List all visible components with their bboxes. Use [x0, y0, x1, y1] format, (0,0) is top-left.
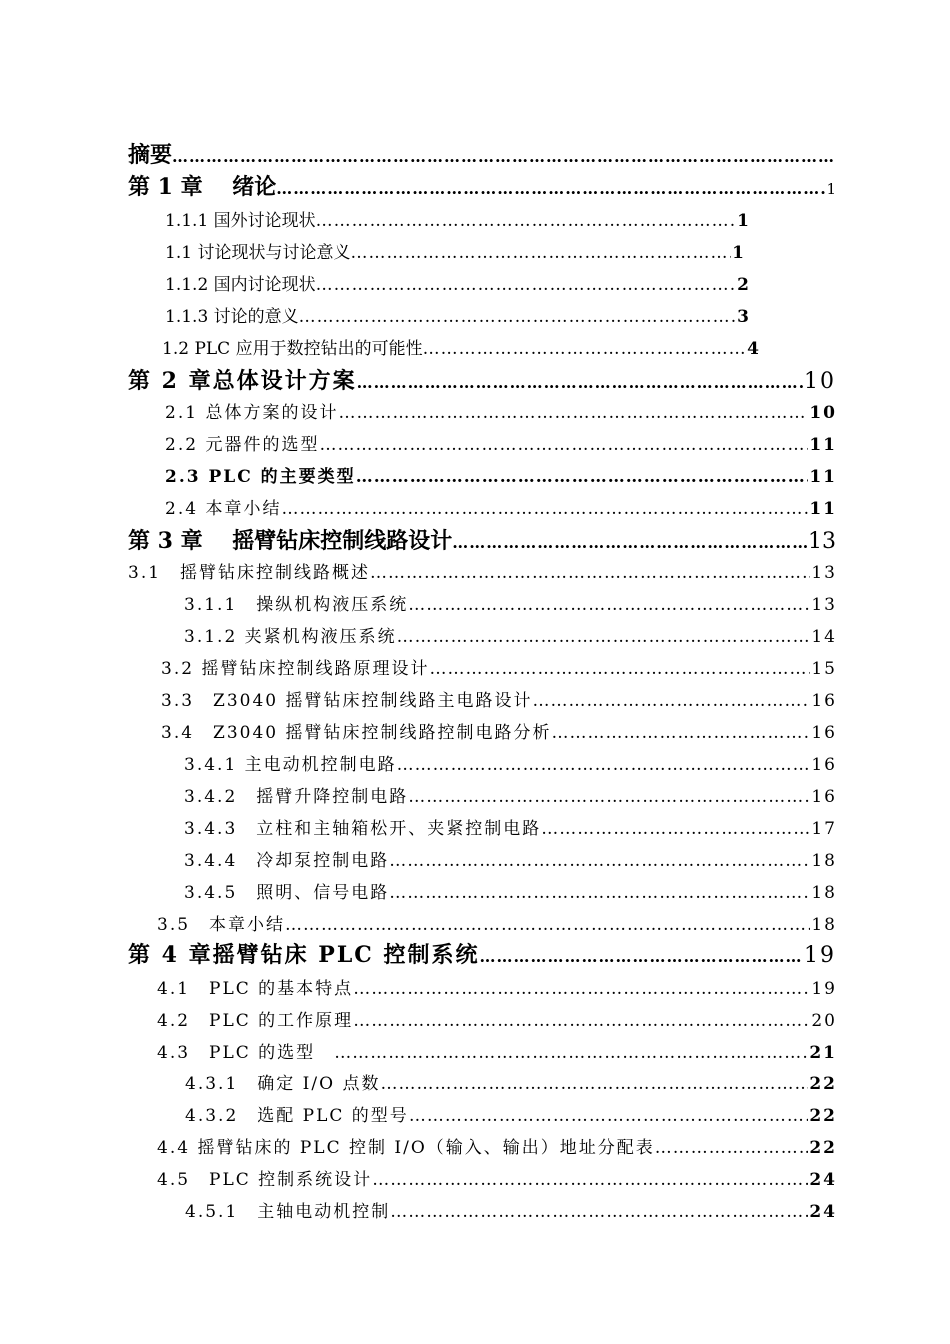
toc-title: 3.4.2 摇臂升降控制电路 — [184, 787, 409, 807]
toc-page-number: 20 — [811, 1011, 837, 1031]
toc-entry[interactable] — [157, 1133, 837, 1158]
toc-entry[interactable] — [161, 718, 837, 743]
toc-page-number: 24 — [809, 1170, 837, 1190]
toc-page-number: 21 — [809, 1043, 837, 1063]
toc-entry[interactable] — [165, 238, 744, 263]
toc-page-number: 11 — [809, 467, 837, 487]
toc-page-number: 1 — [826, 180, 836, 198]
toc-title: 4.3.2 选配 PLC 的型号 — [185, 1106, 409, 1126]
toc-title: 4.5.1 主轴电动机控制 — [185, 1202, 391, 1222]
toc-entry[interactable] — [184, 846, 837, 871]
toc-page-number: 18 — [811, 915, 837, 935]
toc-leader — [408, 787, 810, 807]
toc-page-number: 4 — [747, 339, 759, 359]
toc-title: 1.2 PLC 应用于数控钻出的可能性 — [162, 339, 423, 359]
toc-leader — [389, 851, 810, 871]
toc-title: 4.3.1 确定 I/O 点数 — [185, 1074, 381, 1094]
toc-title: 2.1 总体方案的设计 — [165, 403, 339, 423]
toc-entry[interactable] — [165, 302, 749, 327]
toc-leader — [334, 1043, 808, 1063]
toc-page-number: 3 — [737, 307, 749, 327]
toc-page-number: 16 — [811, 755, 837, 775]
toc-leader — [389, 883, 810, 903]
toc-entry-chapter-4[interactable] — [128, 938, 836, 969]
toc-entry-chapter-2[interactable] — [128, 364, 836, 395]
toc-title: 4.5 PLC 控制系统设计 — [157, 1170, 373, 1190]
toc-page-number: 2 — [737, 275, 749, 295]
toc-title: 3.1.1 操纵机构液压系统 — [184, 595, 409, 615]
toc-leader — [423, 339, 747, 359]
toc-leader — [452, 533, 807, 552]
toc-entry[interactable] — [184, 878, 837, 903]
toc-leader — [408, 595, 810, 615]
toc-leader — [541, 819, 810, 839]
toc-title: 3.1.2 夹紧机构液压系统 — [184, 627, 397, 647]
toc-title: 1.1.2 国内讨论现状 — [165, 275, 316, 295]
toc-leader — [276, 179, 825, 198]
toc-page-number: 22 — [809, 1074, 837, 1094]
toc-entry[interactable] — [157, 1038, 837, 1063]
toc-title: 第 3 章 摇臂钻床控制线路设计 — [128, 528, 453, 554]
toc-title: 3.5 本章小结 — [157, 915, 286, 935]
toc-leader — [338, 403, 808, 423]
toc-entry[interactable] — [161, 654, 837, 679]
toc-title: 3.4.1 主电动机控制电路 — [184, 755, 397, 775]
toc-title: 3.4 Z3040 摇臂钻床控制线路控制电路分析 — [161, 723, 552, 743]
toc-page-number: 22 — [809, 1138, 837, 1158]
toc-leader — [409, 1106, 809, 1126]
toc-leader — [353, 979, 810, 999]
toc-page-number: 11 — [809, 499, 837, 519]
toc-page-number: 16 — [811, 691, 837, 711]
toc-title: 1.1 讨论现状与讨论意义 — [165, 243, 351, 263]
toc-leader — [285, 915, 810, 935]
toc-title: 3.4.5 照明、信号电路 — [184, 883, 390, 903]
toc-entry[interactable] — [184, 814, 837, 839]
toc-title: 3.3 Z3040 摇臂钻床控制线路主电路设计 — [161, 691, 533, 711]
toc-leader — [372, 1170, 808, 1190]
toc-entry-abstract[interactable] — [128, 138, 836, 169]
toc-title: 3.4.4 冷却泵控制电路 — [184, 851, 390, 871]
toc-title: 2.2 元器件的选型 — [165, 435, 320, 455]
toc-entry[interactable] — [165, 398, 837, 423]
toc-title: 4.1 PLC 的基本特点 — [157, 979, 354, 999]
toc-entry[interactable] — [184, 750, 837, 775]
toc-title: 第 2 章总体设计方案 — [128, 368, 357, 394]
toc-leader — [353, 1011, 810, 1031]
toc-leader — [356, 467, 809, 487]
toc-leader — [319, 435, 808, 455]
toc-entry[interactable] — [165, 494, 837, 519]
toc-entry[interactable] — [185, 1069, 837, 1094]
toc-entry[interactable] — [162, 334, 759, 359]
toc-page-number: 13 — [811, 595, 837, 615]
toc-page-number: 24 — [809, 1202, 837, 1222]
toc-entry[interactable] — [157, 1165, 837, 1190]
toc-entry[interactable] — [161, 686, 837, 711]
toc-page-number: 18 — [811, 851, 837, 871]
toc-title: 3.1 摇臂钻床控制线路概述 — [128, 563, 371, 583]
toc-page-number: 19 — [804, 943, 836, 968]
toc-entry[interactable] — [165, 270, 749, 295]
toc-leader — [397, 627, 811, 647]
toc-entry[interactable] — [128, 558, 837, 583]
toc-entry[interactable] — [185, 1101, 837, 1126]
toc-entry[interactable] — [184, 782, 837, 807]
toc-page-number: 10 — [804, 369, 836, 394]
toc-title: 第 1 章 绪论 — [128, 174, 277, 200]
toc-page-number: 13 — [811, 563, 837, 583]
toc-entry-chapter-3[interactable] — [128, 524, 836, 555]
toc-entry-chapter-1[interactable] — [128, 170, 836, 201]
toc-title: 3.4.3 立柱和主轴箱松开、夹紧控制电路 — [184, 819, 542, 839]
toc-leader — [316, 275, 736, 295]
toc-title: 3.2 摇臂钻床控制线路原理设计 — [161, 659, 430, 679]
toc-entry[interactable] — [184, 590, 837, 615]
toc-entry[interactable] — [157, 910, 837, 935]
toc-page-number: 18 — [811, 883, 837, 903]
toc-leader — [357, 373, 803, 392]
toc-entry[interactable] — [184, 622, 837, 647]
toc-leader — [316, 211, 736, 231]
toc-leader — [655, 1138, 809, 1158]
toc-leader — [552, 723, 811, 743]
toc-page-number: 10 — [809, 403, 837, 423]
toc-leader — [299, 307, 736, 327]
toc-leader — [172, 147, 835, 166]
toc-leader — [429, 659, 810, 679]
toc-page-number: 15 — [811, 659, 837, 679]
toc-page-number: 14 — [811, 627, 837, 647]
toc-title: 2.4 本章小结 — [165, 499, 282, 519]
toc-leader — [397, 755, 811, 775]
toc-entry[interactable] — [165, 462, 837, 487]
toc-page-number: 17 — [811, 819, 837, 839]
toc-leader — [533, 691, 811, 711]
toc-page-number: 13 — [808, 529, 836, 554]
toc-leader — [350, 243, 731, 263]
toc-page-number: 11 — [809, 435, 837, 455]
toc-leader — [479, 947, 803, 966]
toc-entry[interactable] — [185, 1197, 837, 1222]
toc-title: 4.2 PLC 的工作原理 — [157, 1011, 354, 1031]
toc-title: 2.3 PLC 的主要类型 — [165, 467, 356, 487]
toc-page-number: 1 — [737, 211, 749, 231]
toc-entry[interactable] — [157, 1006, 837, 1031]
toc-entry[interactable] — [157, 974, 837, 999]
toc-title: 4.4 摇臂钻床的 PLC 控制 I/O（输入、输出）地址分配表 — [157, 1138, 655, 1158]
toc-entry[interactable] — [165, 430, 837, 455]
toc-leader — [281, 499, 808, 519]
toc-title: 摘要 — [128, 142, 173, 168]
toc-leader — [370, 563, 810, 583]
toc-entry[interactable] — [165, 206, 749, 231]
toc-page-number: 16 — [811, 787, 837, 807]
toc-page-number: 22 — [809, 1106, 837, 1126]
toc-leader — [380, 1074, 808, 1094]
toc-page-number: 1 — [732, 243, 744, 263]
toc-page-number: 16 — [811, 723, 837, 743]
toc-title: 第 4 章摇臂钻床 PLC 控制系统 — [128, 942, 480, 968]
toc-title: 1.1.3 讨论的意义 — [165, 307, 299, 327]
toc-title: 4.3 PLC 的选型 — [157, 1043, 335, 1063]
toc-leader — [390, 1202, 808, 1222]
toc-page-number: 19 — [811, 979, 837, 999]
toc-title: 1.1.1 国外讨论现状 — [165, 211, 316, 231]
